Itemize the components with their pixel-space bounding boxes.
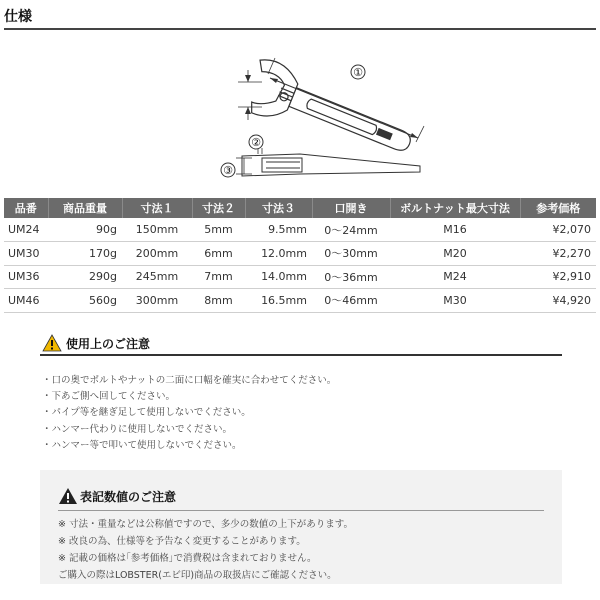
cell-reference-price: ¥2,270 [520,242,596,266]
note-item: ※ 記載の価格は｢参考価格｣で消費税は含まれておりません。 [58,553,317,564]
cell-part-number: UM36 [4,265,48,289]
warning-icon [42,334,62,352]
caution-heading [40,332,562,356]
callout-3: ③ [223,164,233,177]
cell-max-bolt-nut: M30 [390,289,520,313]
cell-dim1: 200mm [122,242,192,266]
cell-part-number: UM24 [4,218,48,242]
wrench-drawing [0,30,600,198]
cell-jaw-opening: 0～36mm [312,265,390,289]
wrench-dimension-diagram [0,30,600,198]
caution-item: ・ハンマー代わりに使用しないでください。 [42,423,233,435]
notes-list [58,516,353,584]
cell-dim1: 245mm [122,265,192,289]
cell-max-bolt-nut: M20 [390,242,520,266]
notes-box [40,470,562,584]
cell-weight: 90g [48,218,122,242]
cell-reference-price: ¥4,920 [520,289,596,313]
spec-table [4,198,596,313]
note-item: ご購入の際はLOBSTER(エビ印)商品の取扱店にご確認ください。 [58,570,337,581]
cell-reference-price: ¥2,070 [520,218,596,242]
cell-max-bolt-nut: M24 [390,265,520,289]
spec-table-header-row [4,198,596,218]
cell-dim3: 9.5mm [245,218,312,242]
caution-list [42,373,336,454]
spec-table-row [4,265,596,289]
spec-table-row [4,218,596,242]
spec-table-row [4,289,596,313]
cell-dim2: 5mm [192,218,245,242]
cell-dim2: 6mm [192,242,245,266]
wrench-top-view [241,56,420,172]
cell-jaw-opening: 0～46mm [312,289,390,313]
caution-title: 使用上のご注意 [66,337,151,351]
note-item: ※ 寸法・重量などは公称値ですので、多少の数値の上下があります。 [58,519,354,530]
cell-dim3: 14.0mm [245,265,312,289]
alert-icon [58,487,78,505]
cell-dim1: 150mm [122,218,192,242]
header-dim2: 寸法２ [192,198,245,218]
cell-reference-price: ¥2,910 [520,265,596,289]
cell-weight: 290g [48,265,122,289]
caution-item: ・ハンマー等で叩いて使用しないでください。 [42,439,242,451]
cell-jaw-opening: 0～24mm [312,218,390,242]
header-dim3: 寸法３ [245,198,312,218]
header-part-number: 品番 [4,198,48,218]
header-reference-price: 参考価格 [520,198,596,218]
header-max-bolt-nut: ボルトナット最大寸法 [390,198,520,218]
caution-item: ・下あご側へ回してください。 [42,391,176,403]
callout-1: ① [353,66,363,79]
cell-part-number: UM46 [4,289,48,313]
header-dim1: 寸法１ [122,198,192,218]
wrench-side-view [242,154,420,176]
notes-divider [58,510,544,511]
cell-max-bolt-nut: M16 [390,218,520,242]
cell-jaw-opening: 0～30mm [312,242,390,266]
cell-dim1: 300mm [122,289,192,313]
notes-title: 表記数値のご注意 [80,490,177,504]
section-title: 仕様 [4,9,32,25]
cell-dim2: 8mm [192,289,245,313]
caution-item: ・パイプ等を継ぎ足して使用しないでください。 [42,407,251,419]
cell-weight: 170g [48,242,122,266]
cell-part-number: UM30 [4,242,48,266]
caution-item: ・口の奥でボルトやナットの二面に口幅を確実に合わせてください。 [42,375,337,386]
spec-table-row [4,242,596,266]
note-item: ※ 改良の為、仕様等を予告なく変更することがあります。 [58,536,306,547]
callout-2: ② [251,136,261,149]
header-jaw-opening: 口開き [312,198,390,218]
header-weight: 商品重量 [48,198,122,218]
cell-dim3: 12.0mm [245,242,312,266]
cell-dim2: 7mm [192,265,245,289]
cell-dim3: 16.5mm [245,289,312,313]
section-header [0,0,600,30]
cell-weight: 560g [48,289,122,313]
